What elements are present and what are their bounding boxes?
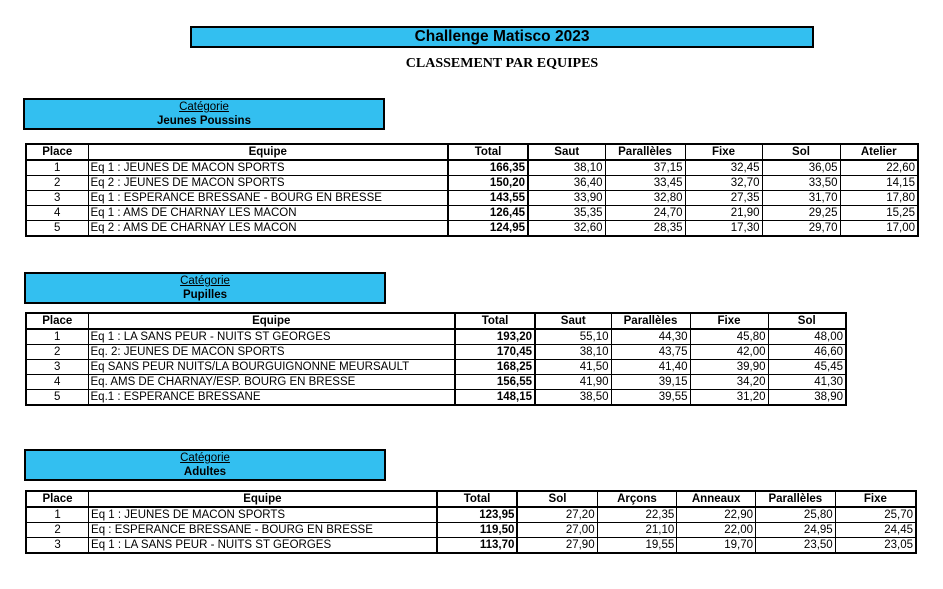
- score-cell: 39,55: [611, 390, 690, 406]
- category-label: Catégorie: [180, 275, 230, 287]
- column-header: Fixe: [685, 144, 762, 160]
- score-cell: 17,00: [840, 221, 918, 237]
- table-header-row: [26, 313, 846, 329]
- score-cell: 29,25: [762, 206, 840, 221]
- team-cell: Eq 1 : JEUNES DE MACON SPORTS: [88, 160, 448, 176]
- total-cell: 113,70: [437, 538, 518, 554]
- score-cell: 36,40: [528, 176, 605, 191]
- total-cell: 193,20: [455, 329, 535, 345]
- team-cell: Eq 1 : JEUNES DE MACON SPORTS: [89, 507, 437, 523]
- table-row: [26, 375, 846, 390]
- total-cell: 168,25: [455, 360, 535, 375]
- page-title: Challenge Matisco 2023: [190, 26, 814, 48]
- score-cell: 34,20: [690, 375, 768, 390]
- place-cell: 2: [26, 523, 89, 538]
- results-table-jeunes-poussins: [25, 143, 919, 237]
- score-cell: 39,90: [690, 360, 768, 375]
- column-header: Atelier: [840, 144, 918, 160]
- score-cell: 46,60: [768, 345, 846, 360]
- score-cell: 22,90: [677, 507, 756, 523]
- total-cell: 143,55: [448, 191, 528, 206]
- table-row: [26, 160, 918, 176]
- column-header: Total: [455, 313, 535, 329]
- score-cell: 38,50: [535, 390, 611, 406]
- score-cell: 44,30: [611, 329, 690, 345]
- score-cell: 39,15: [611, 375, 690, 390]
- total-cell: 170,45: [455, 345, 535, 360]
- score-cell: 17,30: [685, 221, 762, 237]
- total-cell: 124,95: [448, 221, 528, 237]
- page-subtitle: CLASSEMENT PAR EQUIPES: [405, 56, 599, 71]
- score-cell: 25,70: [835, 507, 916, 523]
- column-header: Total: [437, 491, 518, 507]
- place-cell: 1: [26, 507, 89, 523]
- category-name: Pupilles: [182, 289, 228, 301]
- total-cell: 119,50: [437, 523, 518, 538]
- place-cell: 1: [26, 329, 88, 345]
- score-cell: 22,00: [677, 523, 756, 538]
- place-cell: 2: [26, 345, 88, 360]
- category-box-pupilles: [24, 272, 386, 304]
- table-header-row: [26, 144, 918, 160]
- team-cell: Eq SANS PEUR NUITS/LA BOURGUIGNONNE MEURSAULT: [88, 360, 455, 375]
- table-row: [26, 329, 846, 345]
- place-cell: 4: [26, 206, 88, 221]
- table-row: [26, 390, 846, 406]
- total-cell: 156,55: [455, 375, 535, 390]
- table-row: [26, 507, 916, 523]
- score-cell: 23,05: [835, 538, 916, 554]
- score-cell: 22,60: [840, 160, 918, 176]
- column-header: Anneaux: [677, 491, 756, 507]
- score-cell: 48,00: [768, 329, 846, 345]
- score-cell: 21,10: [597, 523, 677, 538]
- place-cell: 2: [26, 176, 88, 191]
- score-cell: 41,90: [535, 375, 611, 390]
- total-cell: 126,45: [448, 206, 528, 221]
- column-header: Sol: [517, 491, 597, 507]
- team-cell: Eq 2 : AMS DE CHARNAY LES MACON: [88, 221, 448, 237]
- table-row: [26, 523, 916, 538]
- place-cell: 3: [26, 191, 88, 206]
- total-cell: 166,35: [448, 160, 528, 176]
- table-row: [26, 176, 918, 191]
- category-name: Adultes: [183, 466, 227, 478]
- table-row: [26, 538, 916, 554]
- score-cell: 41,50: [535, 360, 611, 375]
- column-header: Arçons: [597, 491, 677, 507]
- column-header: Sol: [768, 313, 846, 329]
- score-cell: 24,70: [605, 206, 685, 221]
- score-cell: 35,35: [528, 206, 605, 221]
- place-cell: 4: [26, 375, 88, 390]
- score-cell: 38,90: [768, 390, 846, 406]
- team-cell: Eq 1 : ESPERANCE BRESSANE - BOURG EN BRESSE: [88, 191, 448, 206]
- score-cell: 25,80: [756, 507, 836, 523]
- team-cell: Eq.1 : ESPERANCE BRESSANE: [88, 390, 455, 406]
- place-cell: 5: [26, 390, 88, 406]
- table-row: [26, 191, 918, 206]
- team-cell: Eq 1 : AMS DE CHARNAY LES MACON: [88, 206, 448, 221]
- team-cell: Eq 1 : LA SANS PEUR - NUITS ST GEORGES: [89, 538, 437, 554]
- column-header: Sol: [762, 144, 840, 160]
- score-cell: 17,80: [840, 191, 918, 206]
- score-cell: 38,10: [528, 160, 605, 176]
- score-cell: 14,15: [840, 176, 918, 191]
- column-header: Fixe: [835, 491, 916, 507]
- score-cell: 27,90: [517, 538, 597, 554]
- score-cell: 27,35: [685, 191, 762, 206]
- table-row: [26, 360, 846, 375]
- column-header: Total: [448, 144, 528, 160]
- column-header: Parallèles: [605, 144, 685, 160]
- score-cell: 41,40: [611, 360, 690, 375]
- column-header: Place: [26, 491, 89, 507]
- team-cell: Eq : ESPERANCE BRESSANE - BOURG EN BRESSE: [89, 523, 437, 538]
- score-cell: 32,45: [685, 160, 762, 176]
- column-header: Place: [26, 144, 88, 160]
- score-cell: 23,50: [756, 538, 836, 554]
- table-row: [26, 206, 918, 221]
- table-row: [26, 345, 846, 360]
- score-cell: 24,95: [756, 523, 836, 538]
- category-label: Catégorie: [180, 452, 230, 464]
- score-cell: 28,35: [605, 221, 685, 237]
- score-cell: 19,70: [677, 538, 756, 554]
- team-cell: Eq. AMS DE CHARNAY/ESP. BOURG EN BRESSE: [88, 375, 455, 390]
- score-cell: 45,80: [690, 329, 768, 345]
- score-cell: 45,45: [768, 360, 846, 375]
- total-cell: 148,15: [455, 390, 535, 406]
- score-cell: 32,60: [528, 221, 605, 237]
- team-cell: Eq 2 : JEUNES DE MACON SPORTS: [88, 176, 448, 191]
- total-cell: 123,95: [437, 507, 518, 523]
- team-cell: Eq 1 : LA SANS PEUR - NUITS ST GEORGES: [88, 329, 455, 345]
- score-cell: 32,70: [685, 176, 762, 191]
- results-table-pupilles: [25, 312, 847, 406]
- place-cell: 5: [26, 221, 88, 237]
- place-cell: 3: [26, 360, 88, 375]
- score-cell: 15,25: [840, 206, 918, 221]
- score-cell: 42,00: [690, 345, 768, 360]
- score-cell: 31,20: [690, 390, 768, 406]
- score-cell: 37,15: [605, 160, 685, 176]
- score-cell: 33,50: [762, 176, 840, 191]
- column-header: Equipe: [89, 491, 437, 507]
- score-cell: 36,05: [762, 160, 840, 176]
- table-header-row: [26, 491, 916, 507]
- category-name: Jeunes Poussins: [157, 115, 251, 127]
- column-header: Fixe: [690, 313, 768, 329]
- score-cell: 22,35: [597, 507, 677, 523]
- score-cell: 27,00: [517, 523, 597, 538]
- column-header: Saut: [528, 144, 605, 160]
- category-box-jeunes-poussins: [23, 98, 385, 130]
- column-header: Equipe: [88, 144, 448, 160]
- team-cell: Eq. 2: JEUNES DE MACON SPORTS: [88, 345, 455, 360]
- total-cell: 150,20: [448, 176, 528, 191]
- score-cell: 19,55: [597, 538, 677, 554]
- category-box-adultes: [24, 449, 386, 481]
- place-cell: 1: [26, 160, 88, 176]
- score-cell: 38,10: [535, 345, 611, 360]
- column-header: Place: [26, 313, 88, 329]
- place-cell: 3: [26, 538, 89, 554]
- score-cell: 41,30: [768, 375, 846, 390]
- score-cell: 55,10: [535, 329, 611, 345]
- score-cell: 33,90: [528, 191, 605, 206]
- score-cell: 21,90: [685, 206, 762, 221]
- column-header: Parallèles: [611, 313, 690, 329]
- score-cell: 29,70: [762, 221, 840, 237]
- score-cell: 27,20: [517, 507, 597, 523]
- column-header: Saut: [535, 313, 611, 329]
- score-cell: 43,75: [611, 345, 690, 360]
- score-cell: 33,45: [605, 176, 685, 191]
- category-label: Catégorie: [179, 101, 229, 113]
- table-row: [26, 221, 918, 237]
- score-cell: 32,80: [605, 191, 685, 206]
- score-cell: 31,70: [762, 191, 840, 206]
- score-cell: 24,45: [835, 523, 916, 538]
- results-table-adultes: [25, 490, 917, 554]
- column-header: Parallèles: [756, 491, 836, 507]
- column-header: Equipe: [88, 313, 455, 329]
